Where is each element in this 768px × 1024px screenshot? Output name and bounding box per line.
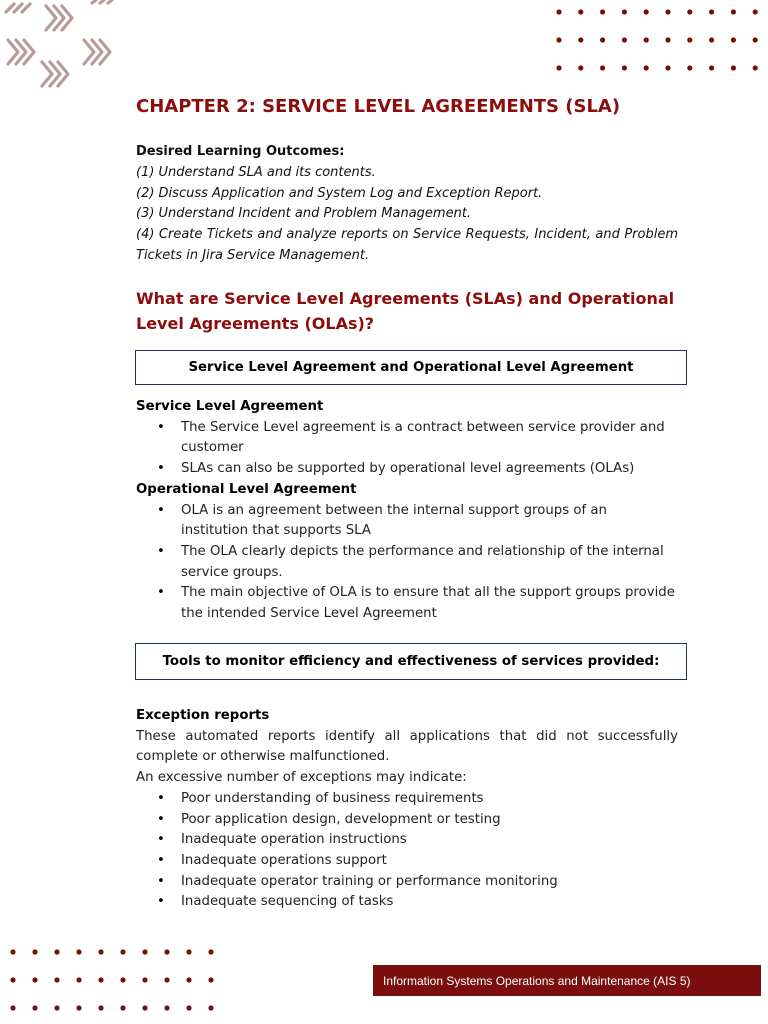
decor-dot [622, 37, 627, 42]
exception-subheading: Exception reports [136, 708, 270, 723]
decor-dot [644, 9, 649, 14]
decor-dot [665, 37, 670, 42]
sla-ola-box-title: Service Level Agreement and Operational Level Agreement [135, 350, 687, 385]
decor-dot [556, 9, 561, 14]
ola-bullet: • The OLA clearly depicts the performance and relationship of the internal service groups. [136, 542, 678, 583]
decor-dot [622, 9, 627, 14]
decor-dot [753, 9, 758, 14]
tools-box-title: Tools to monitor efficiency and effectiveness of services provided: [135, 643, 687, 680]
decor-dot [186, 949, 191, 954]
exception-bullet: • Inadequate sequencing of tasks [136, 892, 678, 913]
outcome-item: (3) Understand Incident and Problem Management. [136, 206, 472, 222]
decor-dot [753, 37, 758, 42]
decor-dot [208, 1005, 213, 1010]
decor-dot [208, 949, 213, 954]
decor-dot [10, 949, 15, 954]
decor-dot [556, 65, 561, 70]
decor-dot [753, 65, 758, 70]
decor-dot [98, 949, 103, 954]
decor-dot [54, 977, 59, 982]
decor-dot [600, 65, 605, 70]
decor-dot [54, 1005, 59, 1010]
decor-dot [186, 1005, 191, 1010]
decor-dot [120, 1005, 125, 1010]
decor-dot [687, 37, 692, 42]
decor-dot [120, 977, 125, 982]
chapter-title: CHAPTER 2: SERVICE LEVEL AGREEMENTS (SLA) [136, 96, 621, 117]
decor-dot [600, 37, 605, 42]
decor-dot [644, 37, 649, 42]
decor-dot [687, 9, 692, 14]
decor-dot [98, 1005, 103, 1010]
decor-dot [709, 9, 714, 14]
decor-dot [164, 977, 169, 982]
decor-dot [578, 9, 583, 14]
decor-dot [76, 949, 81, 954]
decor-dot [687, 65, 692, 70]
decor-dot [76, 1005, 81, 1010]
outcomes-label: Desired Learning Outcomes: [136, 144, 345, 159]
learning-outcomes [136, 142, 678, 267]
sla-bullet-list [136, 418, 678, 480]
sla-subheading: Service Level Agreement [136, 399, 324, 414]
decor-dot [32, 949, 37, 954]
decor-dot [731, 9, 736, 14]
outcome-item: (2) Discuss Application and System Log and Exception Report. [136, 185, 543, 201]
ola-bullet-list [136, 501, 678, 625]
decor-dot [709, 65, 714, 70]
decor-dot [120, 949, 125, 954]
ola-subheading: Operational Level Agreement [136, 481, 357, 497]
decor-dot [186, 977, 191, 982]
chevron-decoration-icon [0, 0, 120, 95]
section-heading: What are Service Level Agreements (SLAs) and Operational Level Agreements (OLAs)? [136, 289, 675, 333]
dot-grid-decoration [0, 944, 225, 1016]
decor-dot [556, 37, 561, 42]
outcome-item: (4) Create Tickets and analyze reports on Service Requests, Incident, and Problem Tickets in Jira Service Management. [136, 227, 678, 263]
decor-dot [164, 949, 169, 954]
decor-dot [731, 37, 736, 42]
decor-dot [10, 977, 15, 982]
decor-dot [622, 65, 627, 70]
exception-bullet: • Inadequate operator training or performance monitoring [136, 872, 678, 893]
decor-dot [600, 9, 605, 14]
exception-bullet: • Inadequate operation instructions [136, 830, 678, 851]
exception-bullet-list [136, 789, 678, 913]
sla-bullet: • The Service Level agreement is a contract between service provider and customer [136, 418, 678, 459]
decor-dot [578, 65, 583, 70]
exception-bullet: • Poor application design, development or testing [136, 810, 678, 831]
footer-course-bar: Information Systems Operations and Maintenance (AIS 5) [373, 965, 761, 996]
decor-dot [208, 977, 213, 982]
exception-bullet: • Poor understanding of business requirements [136, 789, 678, 810]
decor-dot [731, 65, 736, 70]
sla-bullet: • SLAs can also be supported by operational level agreements (OLAs) [136, 459, 678, 480]
exception-reports-section [136, 706, 678, 913]
ola-bullet: • The main objective of OLA is to ensure that all the support groups provide the intended Service Level Agreement [136, 583, 678, 624]
decor-dot [665, 9, 670, 14]
decor-dot [164, 1005, 169, 1010]
exception-bullet: • Inadequate operations support [136, 851, 678, 872]
outcome-item: (1) Understand SLA and its contents. [136, 164, 376, 180]
decor-dot [76, 977, 81, 982]
sla-ola-content [136, 397, 678, 625]
decor-dot [32, 1005, 37, 1010]
decor-dot [644, 65, 649, 70]
exception-paragraph: These automated reports identify all applications that did not successfully complete or otherwise malfunctioned. [136, 728, 678, 765]
decor-dot [142, 1005, 147, 1010]
dot-grid-decoration [548, 4, 768, 76]
decor-dot [709, 37, 714, 42]
decor-dot [54, 949, 59, 954]
ola-bullet: • OLA is an agreement between the internal support groups of an institution that supports SLA [136, 501, 678, 542]
exception-paragraph: An excessive number of exceptions may indicate: [136, 770, 467, 786]
decor-dot [665, 65, 670, 70]
decor-dot [142, 949, 147, 954]
decor-dot [578, 37, 583, 42]
decor-dot [32, 977, 37, 982]
decor-dot [142, 977, 147, 982]
decor-dot [10, 1005, 15, 1010]
decor-dot [98, 977, 103, 982]
